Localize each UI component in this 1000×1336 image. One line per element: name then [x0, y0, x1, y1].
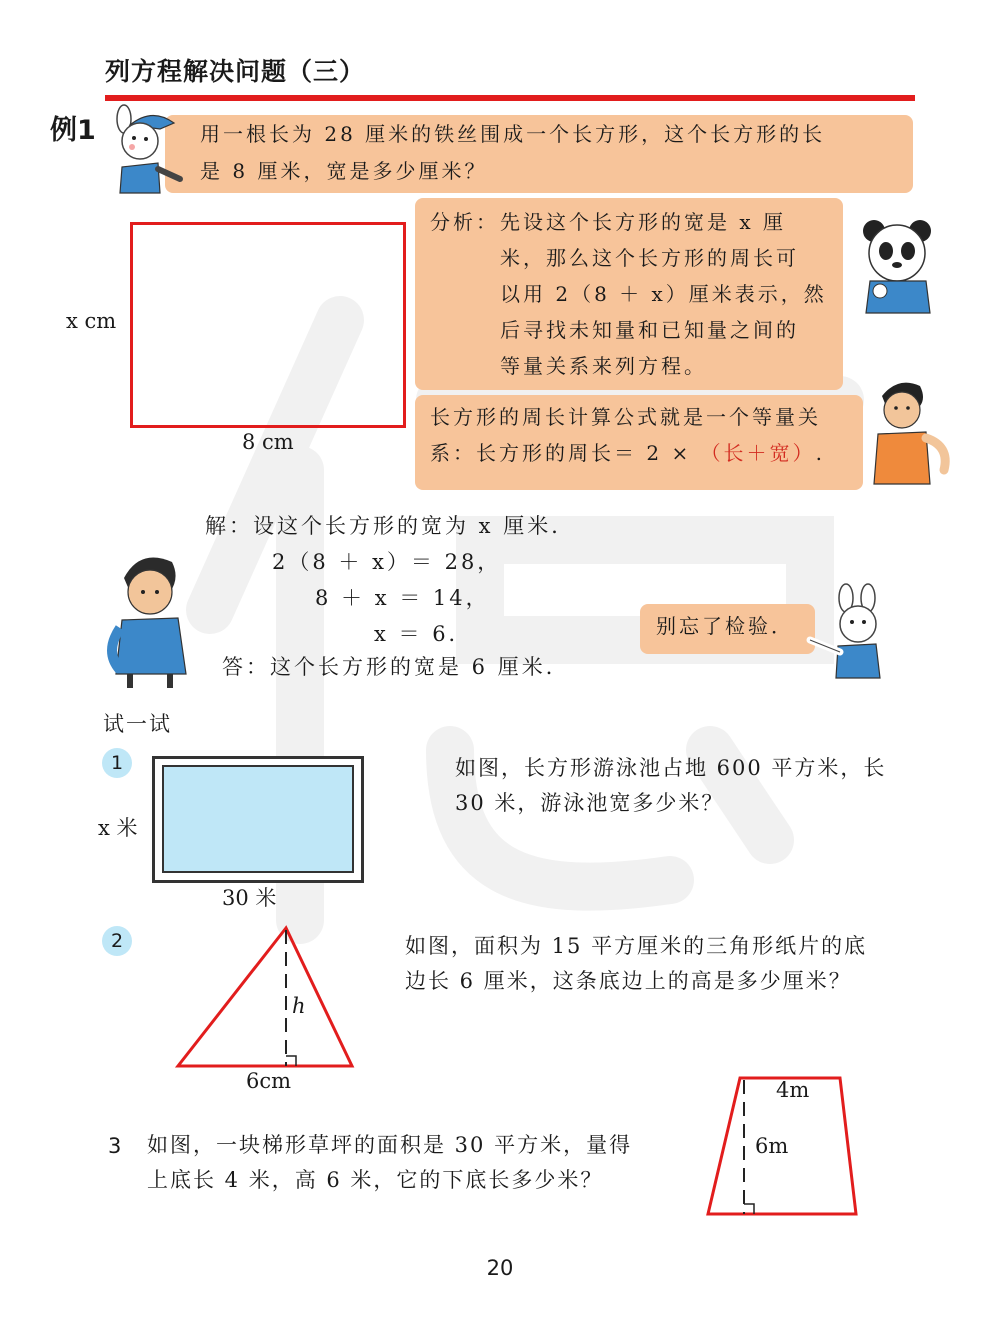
- problem-2-line-2: 边长 6 厘米，这条底边上的高是多少厘米？: [405, 969, 852, 993]
- bunny-mascot-icon: [102, 105, 182, 195]
- analysis-line-3: 以用 2（8 ＋ x）厘米表示，然: [500, 282, 827, 306]
- solution-step-2: 8 ＋ x ＝ 14，: [315, 586, 490, 610]
- title-rule: [105, 95, 915, 101]
- problem-3-line-1: 如图，一块梯形草坪的面积是 30 平方米，量得: [147, 1133, 633, 1157]
- boy-mascot-icon: [868, 376, 952, 486]
- analysis-box: [415, 198, 843, 390]
- reminder-box: 别忘了检验．: [640, 604, 815, 654]
- formula-highlight: （长＋宽）: [700, 441, 816, 465]
- try-section-label: 试一试: [103, 712, 172, 736]
- student-mascot-icon: [100, 548, 200, 690]
- problem-number-3: 3: [108, 1134, 122, 1158]
- problem-3-line-2: 上底长 4 米，高 6 米，它的下底长多少米？: [147, 1168, 604, 1192]
- triangle-figure: [170, 922, 360, 1072]
- trapezoid-height-label: 6m: [755, 1134, 789, 1158]
- bunny-reminder-icon: [806, 584, 902, 680]
- triangle-height-label: h: [292, 994, 306, 1018]
- question-line-1: 用一根长为 28 厘米的铁丝围成一个长方形，这个长方形的长: [200, 122, 826, 146]
- analysis-line-5: 等量关系来列方程。: [500, 354, 707, 378]
- analysis-lead: 分析：: [430, 210, 499, 234]
- problem-1-line-2: 30 米，游泳池宽多少米？: [455, 791, 725, 815]
- pool-side-label: x 米: [98, 816, 138, 840]
- question-line-2: 是 8 厘米，宽是多少厘米？: [200, 159, 488, 183]
- solution-step-1: 2（8 ＋ x）＝ 28，: [272, 550, 502, 574]
- page-title: 列方程解决问题（三）: [105, 57, 366, 86]
- formula-line-1: 长方形的周长计算公式就是一个等量关: [430, 405, 821, 429]
- problem-2-text: [405, 929, 867, 999]
- problem-number-1: 1: [102, 748, 132, 778]
- solution-answer: 答：这个长方形的宽是 6 厘米．: [222, 655, 570, 679]
- formula-line-2: [430, 435, 855, 471]
- analysis-line-4: 后寻找未知量和已知量之间的: [500, 318, 799, 342]
- formula-box: [415, 395, 863, 490]
- analysis-line-1: 先设这个长方形的宽是 x 厘: [500, 210, 786, 234]
- rect-side-label: x cm: [66, 309, 117, 333]
- analysis-line-2: 米，那么这个长方形的周长可: [500, 246, 799, 270]
- example-label: 例1: [50, 115, 96, 146]
- pool-bottom-label: 30 米: [222, 886, 277, 910]
- problem-2-line-1: 如图，面积为 15 平方厘米的三角形纸片的底: [405, 934, 868, 958]
- rectangle-figure: [130, 222, 406, 428]
- problem-1-line-1: 如图，长方形游泳池占地 600 平方米，长: [455, 756, 887, 780]
- triangle-base-label: 6cm: [246, 1069, 292, 1093]
- page-number: 20: [486, 1256, 514, 1280]
- rect-bottom-label: 8 cm: [242, 430, 294, 454]
- solution-intro: 解：设这个长方形的宽为 x 厘米．: [205, 514, 576, 538]
- problem-number-2: 2: [102, 926, 132, 956]
- formula-line-2-prefix: 系：长方形的周长＝ 2 ×: [430, 441, 701, 465]
- pool-water: [162, 765, 354, 873]
- problem-1-text: [455, 751, 886, 821]
- question-box: [165, 115, 913, 193]
- formula-line-2-suffix: .: [815, 441, 825, 465]
- problem-3-text: [147, 1128, 632, 1198]
- panda-mascot-icon: [858, 215, 942, 315]
- trapezoid-top-label: 4m: [776, 1078, 810, 1102]
- solution-step-3: x ＝ 6．: [374, 622, 473, 646]
